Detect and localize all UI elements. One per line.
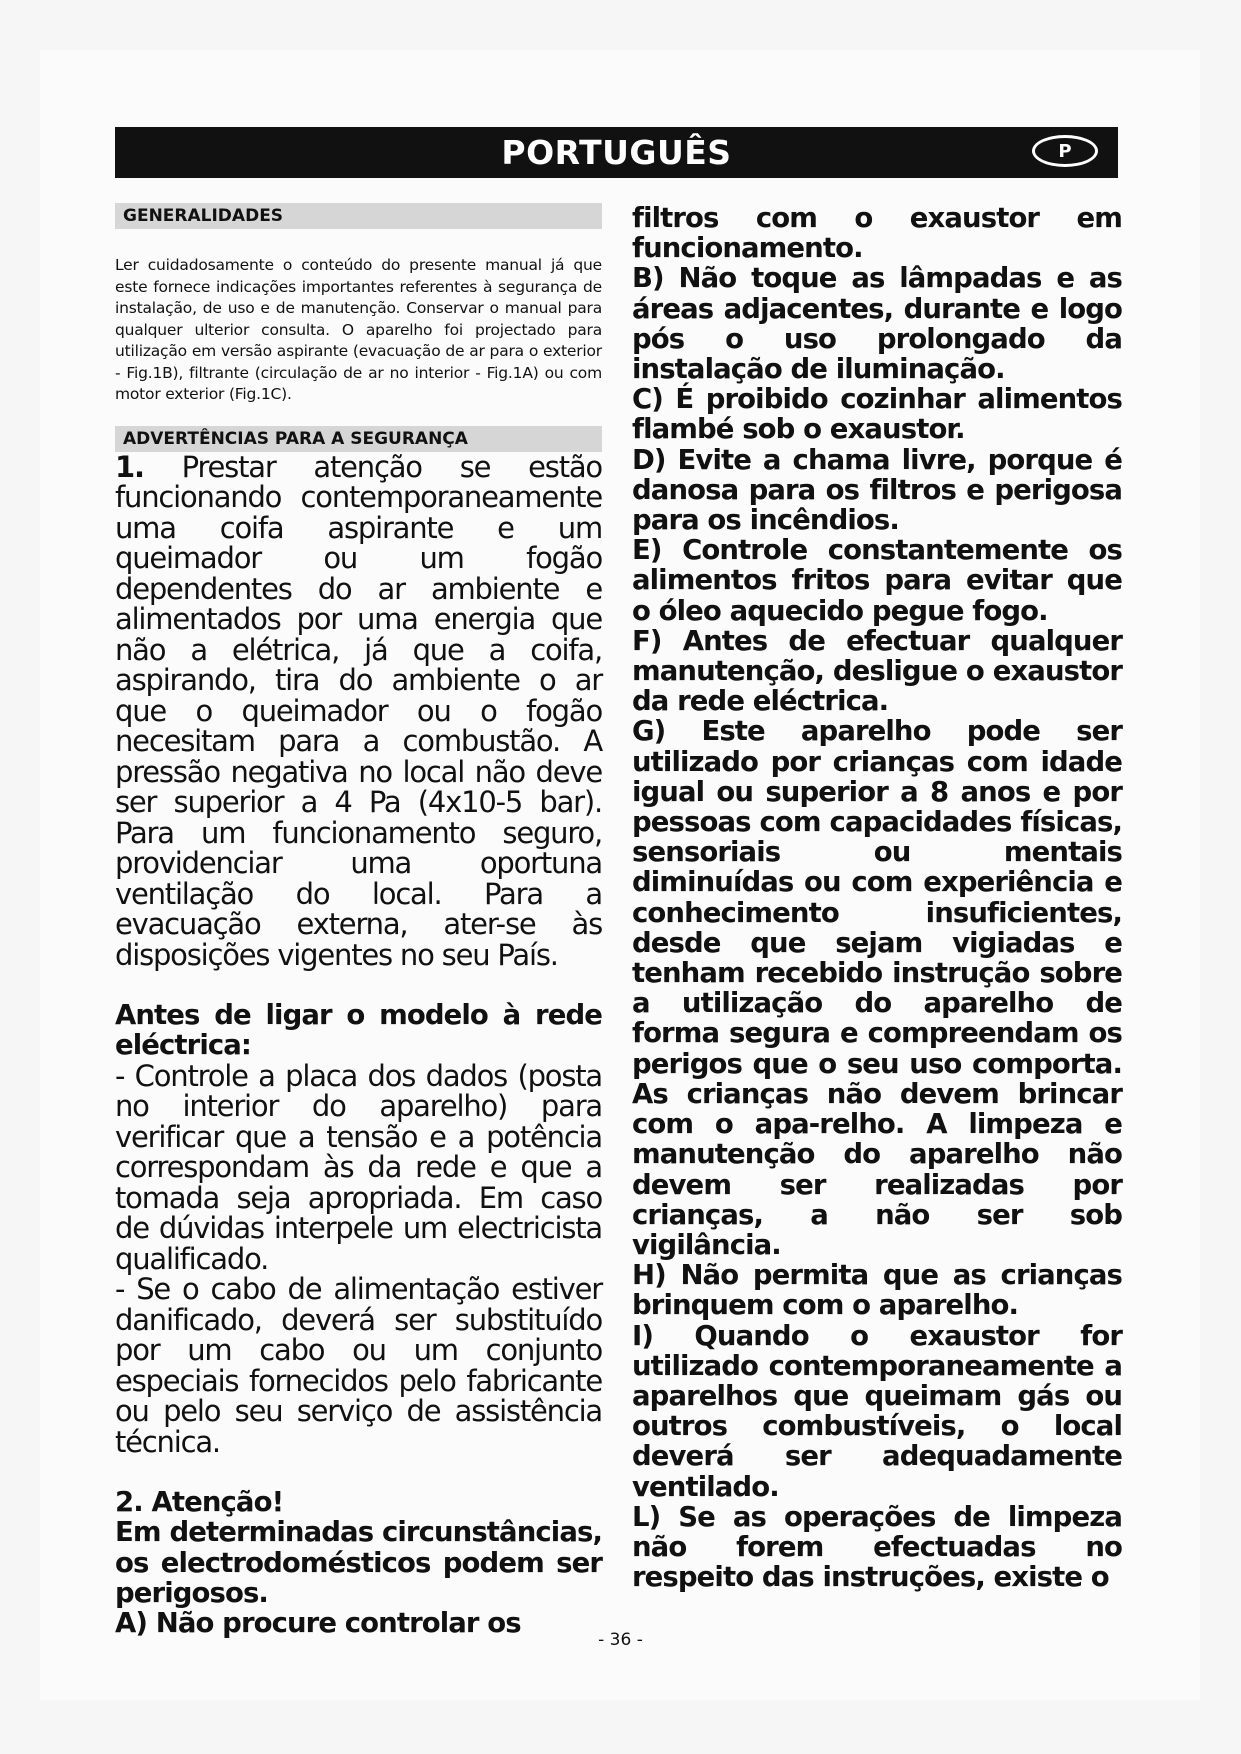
warning-item-d: D) Evite a chama livre, porque é danosa para os filtros e perigosa para os incêndios. [632,443,1122,537]
item-number: 1. [115,449,144,484]
safety-item-1 [115,449,602,972]
before-connect-paragraph-2: - Se o cabo de alimentação estiver danificado, deverá ser substituído por um cabo ou um conjunto especiais fornecidos pelo fabricante ou pelo seu serviço de assistência técnica. [115,1272,602,1459]
item-1-text: Prestar atenção se estão funcionando contemporaneamente uma coifa aspirante e um queimador ou um fogão dependentes do ar ambiente e alimentados por uma energia que não a elétrica, já que a coifa, aspirando, tira do ambiente o ar que o queimador ou o fogão necesitam para a combustão. A pressão negativa no local não deve ser superior a 4 Pa (4x10-5 bar). Para um funcionamento seguro, providenciar uma oportuna ventilação do local. Para a evacuação externa, ater-se às disposições vigentes no seu País. [115,449,602,972]
left-column [115,203,602,1639]
warning-item-a: A) Não procure controlar os [115,1607,521,1640]
warning-item-a-continued: filtros com o exaustor em funcionamento. [632,202,1122,265]
attention-heading: 2. Atenção! [115,1486,284,1519]
warning-item-g: G) Este aparelho pode ser utilizado por crianças com idade igual ou superior a 8 anos e por pessoas com capacidades físicas, sensoriais ou mentais diminuídas ou com experiência e conhecimento insuficientes, desde que sejam vigiadas e tenham recebido instrução sobre a utilização do aparelho de forma segura e compreendam os perigos que o seu uso comporta. As crianças não devem brincar com o apa-relho. A limpeza e manutenção do aparelho não devem ser realizadas por crianças, a não ser sob vigilância. [632,715,1122,1261]
section-heading-generalidades: GENERALIDADES [115,203,602,229]
warning-item-l: L) Se as operações de limpeza não forem efectuadas no respeito das instruções, existe o [632,1500,1122,1594]
warning-item-i: I) Quando o exaustor for utilizado contemporaneamente a aparelhos que queimam gás ou outros combustíveis, o local deverá ser adequadamente ventilado. [632,1319,1122,1503]
page-number: - 36 - [598,1630,643,1650]
warning-item-b: B) Não toque as lâmpadas e as áreas adjacentes, durante e logo pós o uso prolongado da instalação de iluminação. [632,262,1122,386]
warning-item-e: E) Controle constantemente os alimentos fritos para evitar que o óleo aquecido pegue fogo. [632,534,1122,627]
language-banner [115,127,1118,178]
attention-text: Em determinadas circunstâncias, os electrodomésticos podem ser perigosos. [115,1516,602,1609]
intro-paragraph: Ler cuidadosamente o conteúdo do presente manual já que este fornece indicações importantes referentes à segurança de instalação, de uso e de manutenção. Conservar o manual para qualquer ulterior consulta. O aparelho foi projectado para utilização em versão aspirante (evacuação de ar para o exterior - Fig.1B), filtrante (circulação de ar no interior - Fig.1A) ou com motor exterior (Fig.1C). [115,256,602,403]
before-connect-heading: Antes de ligar o modelo à rede eléctrica: [115,999,602,1062]
section-heading-safety: ADVERTÊNCIAS PARA A SEGURANÇA [115,426,602,452]
language-badge: P [1032,135,1098,167]
warning-item-h: H) Não permita que as crianças brinquem com o aparelho. [632,1259,1122,1322]
before-connect-paragraph-1: - Controle a placa dos dados (posta no interior do aparelho) para verificar que a tensão e a potência correspondam às da rede e que a tomada seja apropriada. Em caso de dúvidas interpele um electricista qualificado. [115,1058,602,1276]
warning-item-c: C) É proibido cozinhar alimentos flambé sob o exaustor. [632,383,1122,446]
banner-title: PORTUGUÊS [501,133,732,172]
right-column [632,203,1122,1592]
warning-item-f: F) Antes de efectuar qualquer manutenção, desligue o exaustor da rede eléctrica. [632,624,1122,718]
